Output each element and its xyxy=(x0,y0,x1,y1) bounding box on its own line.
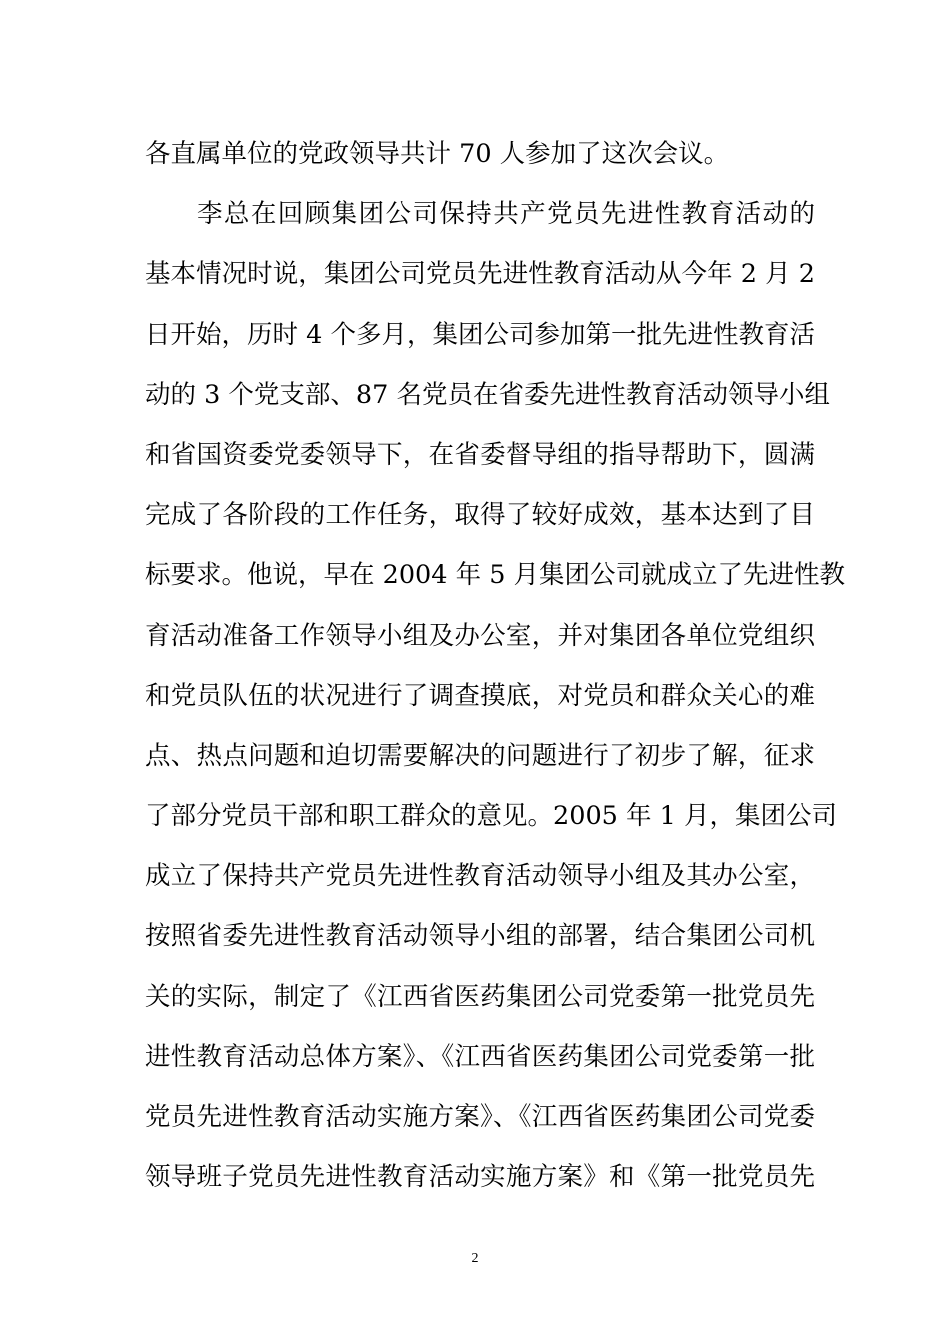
text-line: 育活动准备工作领导小组及办公室，并对集团各单位党组织 xyxy=(145,620,815,651)
text-line: 标要求。他说，早在 2004 年 5 月集团公司就成立了先进性教 xyxy=(145,560,846,591)
text-line: 各直属单位的党政领导共计 70 人参加了这次会议。 xyxy=(145,139,730,169)
text-line: 关的实际，制定了《江西省医药集团公司党委第一批党员先 xyxy=(145,981,815,1012)
text-line: 进性教育活动总体方案》、《江西省医药集团公司党委第一批 xyxy=(145,1041,815,1072)
text-line: 日开始，历时 4 个多月，集团公司参加第一批先进性教育活 xyxy=(145,319,815,350)
text-line: 和党员队伍的状况进行了调查摸底，对党员和群众关心的难 xyxy=(145,680,815,711)
text-line: 动的 3 个党支部、87 名党员在省委先进性教育活动领导小组 xyxy=(145,379,830,410)
text-line: 成立了保持共产党员先进性教育活动领导小组及其办公室， xyxy=(145,861,815,892)
page-number: 2 xyxy=(471,1251,479,1266)
text-line: 点、热点问题和迫切需要解决的问题进行了初步了解，征求 xyxy=(145,740,815,771)
body-text xyxy=(145,124,846,1207)
text-line: 按照省委先进性教育活动领导小组的部署，结合集团公司机 xyxy=(145,921,815,952)
text-line: 党员先进性教育活动实施方案》、《江西省医药集团公司党委 xyxy=(145,1102,815,1132)
text-line: 和省国资委党委领导下，在省委督导组的指导帮助下，圆满 xyxy=(145,439,815,470)
text-line: 完成了各阶段的工作任务，取得了较好成效，基本达到了目 xyxy=(145,500,815,531)
text-line: 了部分党员干部和职工群众的意见。2005 年 1 月，集团公司 xyxy=(145,801,837,832)
text-line: 领导班子党员先进性教育活动实施方案》和《第一批党员先 xyxy=(145,1162,815,1193)
text-line: 李总在回顾集团公司保持共产党员先进性教育活动的 xyxy=(197,199,815,230)
text-line: 基本情况时说，集团公司党员先进性教育活动从今年 2 月 2 xyxy=(145,259,815,290)
